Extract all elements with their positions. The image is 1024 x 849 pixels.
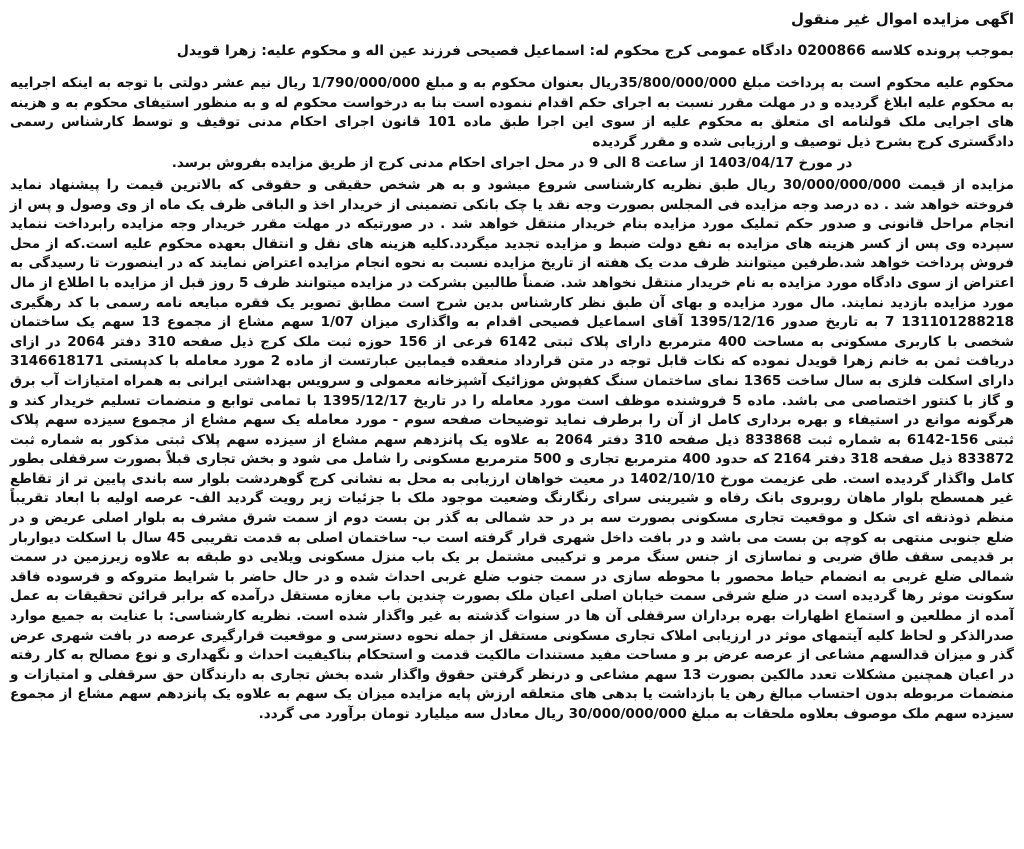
auction-date-paragraph: در مورخ 1403/04/17 از ساعت 8 الی 9 در محل اجرای احکام مدنی کرج از طریق مزایده بفروش برسد. xyxy=(171,155,853,172)
auction-terms-paragraph: مزایده از قیمت 30/000/000/000 ریال طبق نظریه کارشناسی شروع میشود و به هر شخص حقیقی و حقوقی که بالاترین قیمت را پیشنهاد نماید فروخته خواهد شد . ده درصد وجه مزایده فی المجلس بصورت وجه نقد یا چک بانکی تضمینی از خریدار اخذ و الباقی ظرف یک ماه از وی وصول و پس از انجام مراحل قانونی و صدور حکم تملیک مورد مزایده بنام خریدار منتقل خواهد شد . در صورتیکه در مهلت مقرر خریدار وجه مزایده رابرداخت ننماید سپرده وی پس از کسر هزینه های مزایده به نفع دولت ضبط و مزایده تجدید میگردد.کلیه هزینه های نقل و انتقال بعهده محکوم علیه است.که از محل فروش پرداخت خواهد شد.طرفین میتوانند ظرف مدت یک هفته از تاریخ مزایده نسبت به نحوه انجام مزایده اعتراض نمایند که در اینصورت تا رسیدگی به اعتراض از سوی دادگاه مورد مزایده به نام خریدار منتقل نخواهد شد. ضمناً طالبین بشرکت در مزایده میتوانند ظرف 5 روز قبل از مزایده با اطلاع از مال مورد مزایده بازدید نمایند. مال مورد مزایده و بهای آن طبق نظر کارشناس بدین شرح است مطابق تصویر یک فقره مبایعه نامه رسمی با کد رهگیری 131101288218 7 به تاریخ صدور 1395/12/16 آقای اسماعیل فصیحی اقدام به واگذاری میزان 1/07 سهم مشاع از مجموع 13 سهم یک ساختمان شخصی با کاربری مسکونی به مساحت 400 مترمربع دارای پلاک ثبتی 6142 فرعی از 156 حوزه ثبت ملک کرج ذیل صفحه 310 دفتر 2064 در ازای دریافت ثمن به خانم زهرا قویدل نموده که نکات قابل توجه در متن قرارداد منعقده فیمابین عبارتست از ماده 2 مورد معامله با کدپستی 3146618171 دارای اسکلت فلزی به سال ساخت 1365 نمای ساختمان سنگ کفپوش موزائیک آشپزخانه معمولی و سرویس بهداشتی ایرانی به همراه امتیازات آب برق و گاز با کنتور اختصاصی می باشد. ماده 5 فروشنده موظف است مورد معامله را در تاریخ 1395/12/17 با تمامی توابع و منضمات تسلیم خریدار کند و هرگونه موانع در استیفاء و بهره برداری کامل از آن را برطرف نماید توضیحات صفحه سوم - مورد معامله یک سهم مشاع از مجموع سیزده سهم پلاک ثبتی 156-6142 به شماره ثبت 833868 ذیل صفحه 310 دفتر 2064 به علاوه یک پانزدهم سهم مشاع از سیزده سهم پلاک ثبتی مذکور به شماره ثبت 833872 ذیل صفحه 318 دفتر 2164 که حدود 400 مترمربع تجاری و 500 مترمربع مسکونی را شامل می شود و بخش تجاری قبلاً بصورت سرقفلی بطور کامل واگذار گردیده است. طی عزیمت مورخ 1402/10/10 در معیت خواهان ارزیابی به محل به نشانی کرج گوهردشت بلوار سه باندی پایین تر از تقاطع غیر همسطح بلوار ماهان روبروی بانک رفاه و شیرینی سرای رنگارنگ وضعیت موجود ملک با جزئیات زیر رویت گردید الف- عرصه اولیه با ابعاد تقریباً منظم ذوذنقه ای شکل و موقعیت تجاری مسکونی بصورت سه بر در حد شمالی به گذر بن بست دوم از سمت شرق مشرف به بلوار اصلی عریض و در ضلع جنوبی منتهی به کوچه بن بست می باشد و در بافت داخل شهری قرار گرفته است ب- ساختمان اصلی به قدمت تقریبی 45 سال با اسکلت دیواربار بر قدیمی سقف طاق ضربی و نماسازی از جنس سنگ مرمر و ترکیبی مشتمل بر یک باب منزل مسکونی ویلایی دو طبقه به علاوه زیرزمین در سمت شمالی ضلع غربی به انضمام حیاط محصور با محوطه سازی در سمت جنوب ضلع غربی احداث شده و در حال حاضر با شرایط متروکه و فرسوده فاقد سکونت موثر رها گردیده است در ضلع شرقی سمت خیابان اصلی اعیان ملک بصورت چندین باب مغازه مستقل درآمده که برابر قرائن تحقیقات به عمل آمده از مطلعین و استماع اظهارات بهره برداران سرقفلی آن ها در سنوات گذشته به غیر واگذار شده است. نظریه کارشناسی: با عنایت به جمیع موارد صدرالذکر و لحاظ کلیه آیتمهای موثر در ارزیابی املاک تجاری مسکونی مستقل از جمله نحوه دسترسی و موقعیت قرارگیری عرصه در بافت شهری عرض گذر و میزان قدالسهم مشاعی از عرصه عرض بر و مساحت مفید مستندات مالکیت قدمت و استحکام بناکیفیت احداث و نگهداری و نوع مصالح به کار رفته در اعیان همچنین مشکلات تعدد مالکین بصورت 13 سهم مشاعی و درنظر گرفتن حقوق واگذار شده بخش تجاری به دارندگان حق سرقفلی و امتیازات و منضمات مربوطه بدون احتساب مبالغ رهن یا بازداشت یا بدهی های متعلقه ارزش پایه مزایده میزان یک سهم به علاوه یک پانزدهم سهم مشاع از مجموع سیزده سهم ملک موصوف بعلاوه ملحقات به مبلغ 30/000/000/000 ریال معادل سه میلیارد تومان برآورد می گردد. xyxy=(10,176,1015,722)
notice-title: اگهی مزایده اموال غیر منقول xyxy=(790,10,1014,28)
case-reference-line: بموجب پرونده کلاسه 0200866 دادگاه عمومی کرج محکوم له: اسماعیل فصیحی فرزند عین اله و محکوم علیه: زهرا قویدل xyxy=(176,43,1014,59)
judgment-paragraph: محکوم علیه محکوم است به پرداخت مبلغ 35/800/000/000ریال بعنوان محکوم به و مبلغ 1/790/000/000 ریال نیم عشر دولتی با توجه به اینکه اجراییه به محکوم علیه ابلاغ گردیده و در مهلت مقرر نسبت به اجرای حکم اقدام ننموده است بنا به درخواست محکوم له و به منظور استیفای محکوم به و هزینه های اجرایی ملک قولنامه ای متعلق به محکوم علیه از سوی این اجرا طبق ماده 101 قانون اجرای احکام مدنی توقیف و توسط کارشناس رسمی دادگستری کرج بشرح ذیل توصیف و ارزیابی شده و مقرر گردیده xyxy=(10,75,1015,150)
